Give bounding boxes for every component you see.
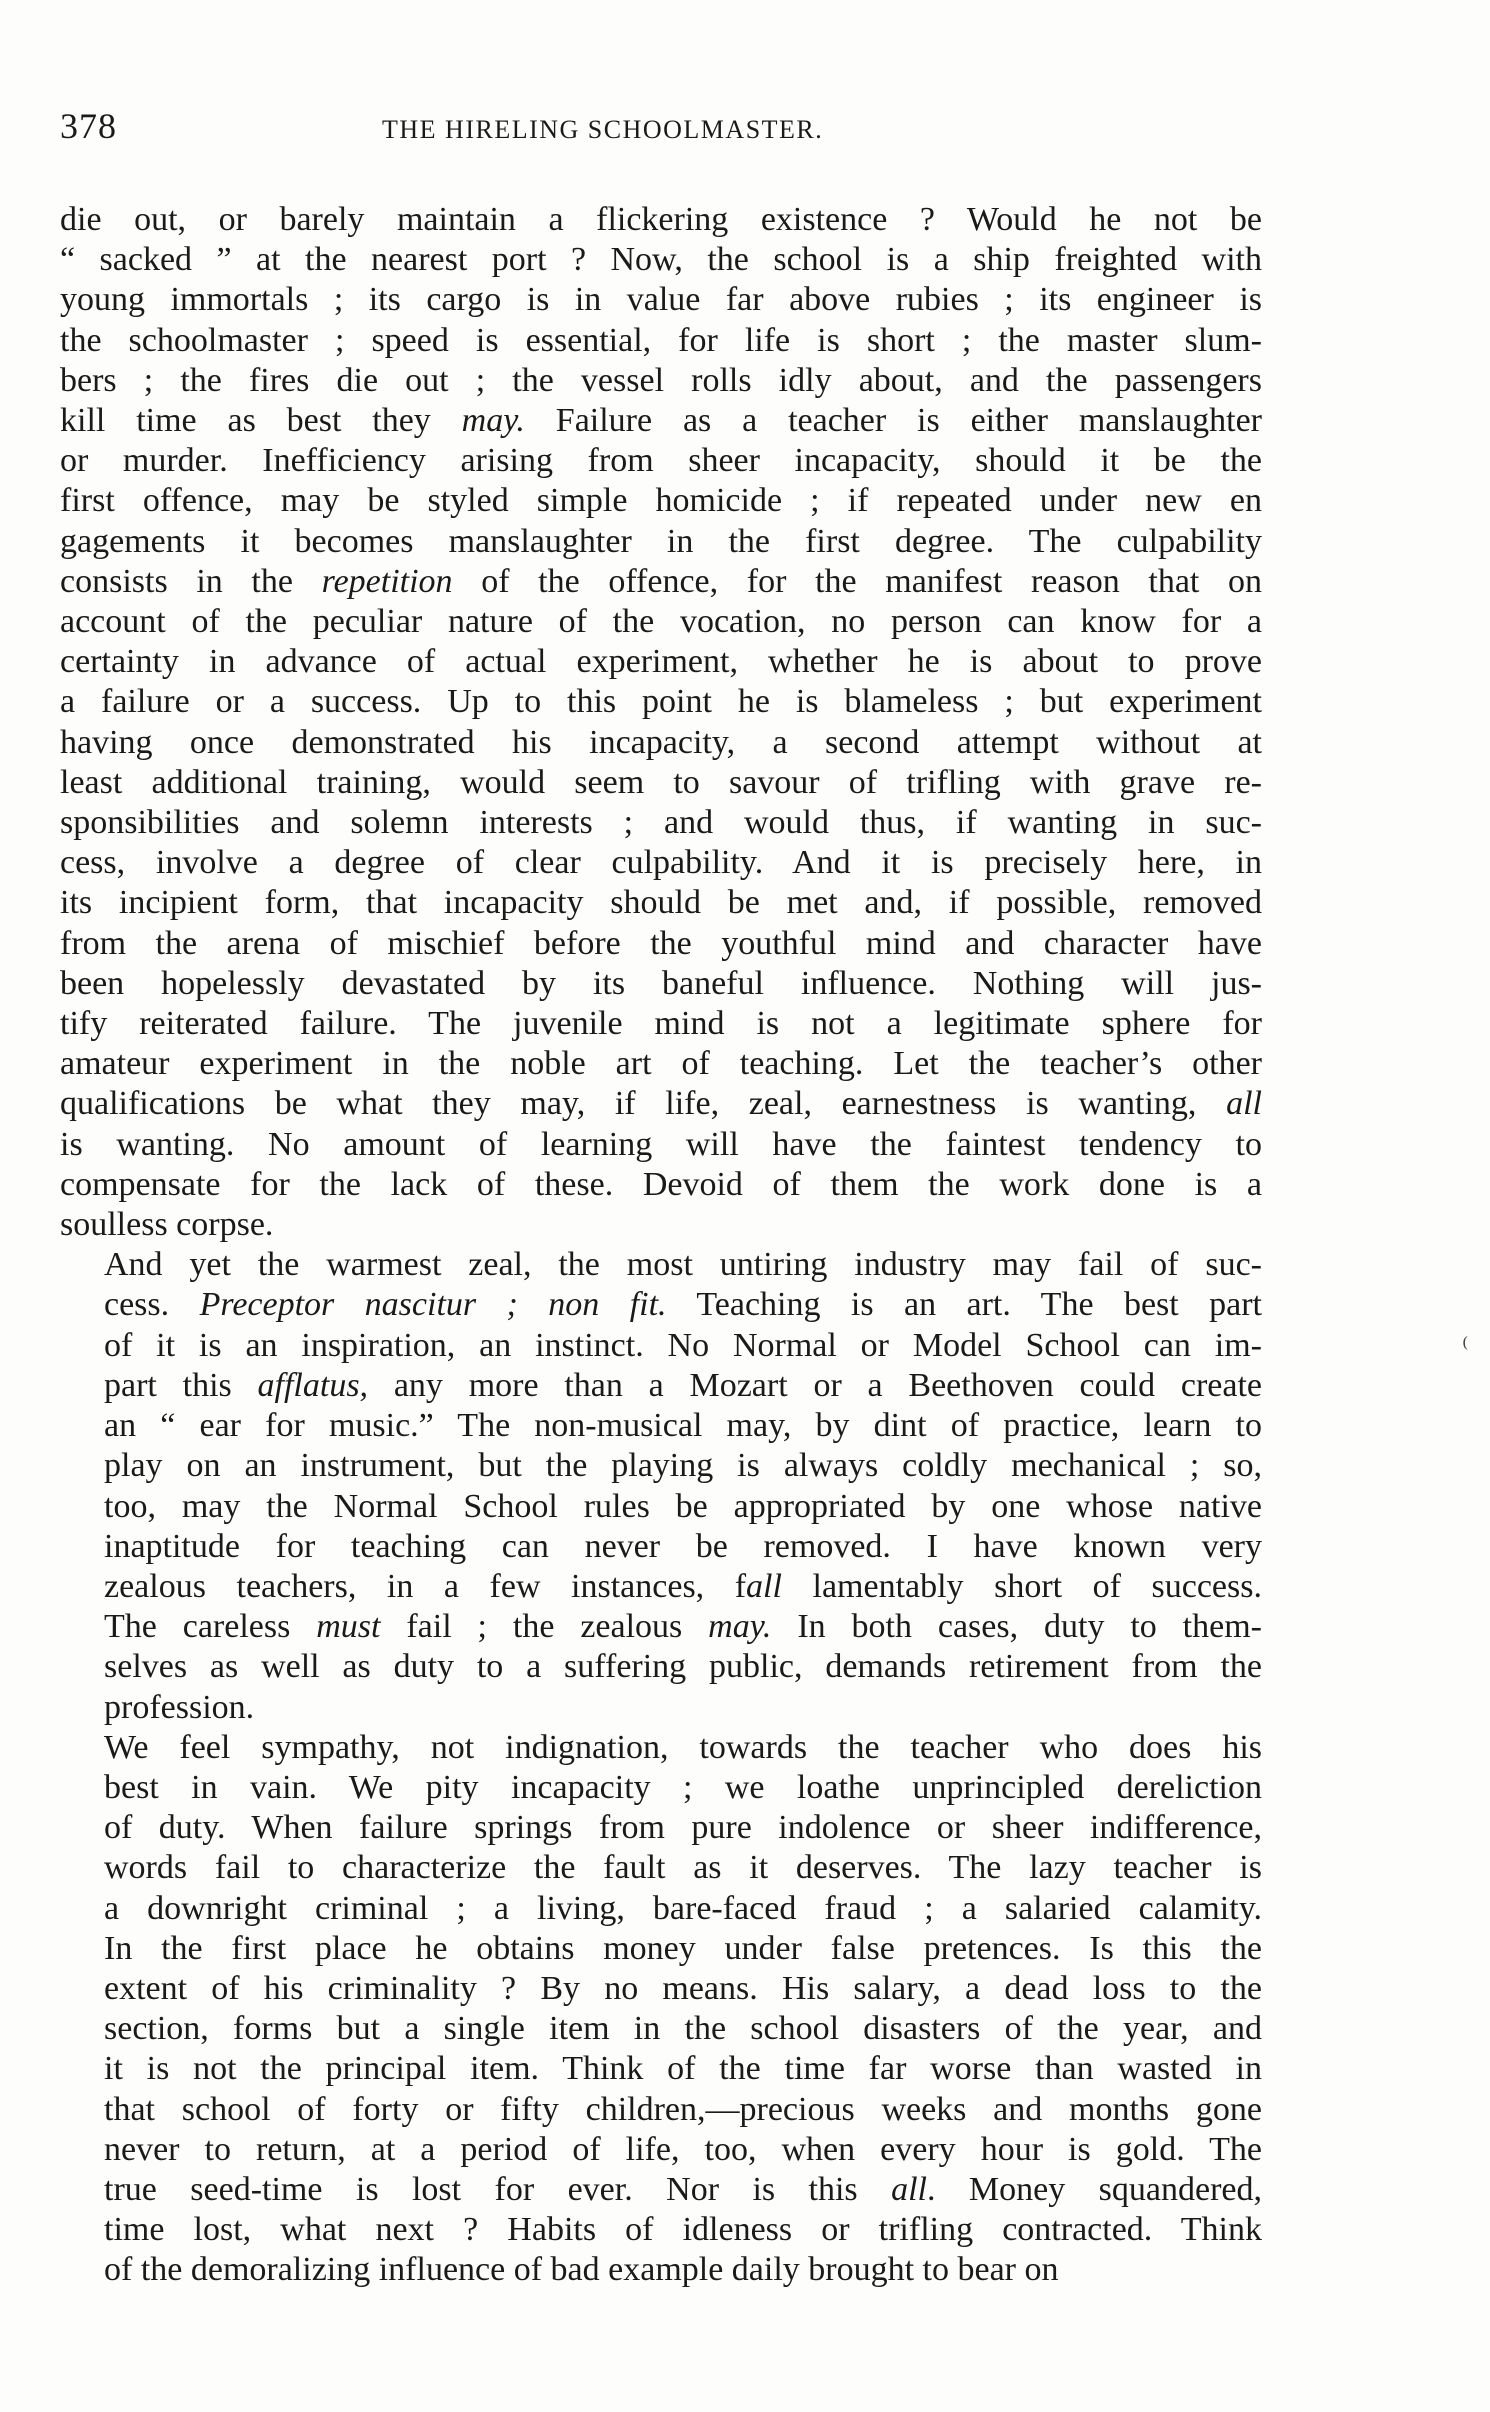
- text-line: words fail to characterize the fault as it deserves. The lazy teacher is: [104, 1849, 1262, 1887]
- text-line: of the demoralizing influence of bad example daily brought to bear on: [104, 2251, 1059, 2289]
- text-line: die out, or barely maintain a flickering existence ? Would he not be: [60, 201, 1262, 238]
- text-line: account of the peculiar nature of the vocation, no person can know for a: [60, 603, 1262, 641]
- text-line: been hopelessly devastated by its baneful influence. Nothing will jus-: [60, 964, 1262, 1002]
- text-line: section, forms but a single item in the school disasters of the year, and: [104, 2010, 1262, 2048]
- text-line: selves as well as duty to a suffering public, demands retirement from the: [104, 1648, 1262, 1686]
- paragraph: [60, 1728, 1262, 2291]
- text-line: cess, involve a degree of clear culpability. And it is precisely here, in: [60, 844, 1262, 882]
- text-line: its incipient form, that incapacity should be met and, if possible, removed: [60, 884, 1262, 922]
- text-line: gagements it becomes manslaughter in the first degree. The culpability: [60, 522, 1262, 560]
- text-line: tify reiterated failure. The juvenile mind is not a legitimate sphere for: [60, 1005, 1262, 1043]
- body-text: [60, 200, 1262, 2291]
- text-line: inaptitude for teaching can never be removed. I have known very: [104, 1527, 1262, 1565]
- text-line: true seed-time is lost for ever. Nor is this all. Money squandered,: [104, 2170, 1262, 2208]
- text-line: from the arena of mischief before the youthful mind and character have: [60, 924, 1262, 962]
- text-line: sponsibilities and solemn interests ; and would thus, if wanting in suc-: [60, 804, 1262, 842]
- text-line: bers ; the fires die out ; the vessel rolls idly about, and the passengers: [60, 361, 1262, 399]
- page-number: 378: [60, 106, 117, 146]
- paragraph: [60, 200, 1262, 1245]
- text-line: having once demonstrated his incapacity, a second attempt without at: [60, 723, 1262, 761]
- text-line: time lost, what next ? Habits of idleness or trifling contracted. Think: [104, 2211, 1262, 2249]
- text-line: part this afflatus, any more than a Mozart or a Beethoven could create: [104, 1366, 1262, 1404]
- text-line: that school of forty or fifty children,—precious weeks and months gone: [104, 2090, 1262, 2128]
- text-line: And yet the warmest zeal, the most untiring industry may fail of suc-: [104, 1246, 1262, 1284]
- text-line: of duty. When failure springs from pure indolence or sheer indifference,: [104, 1809, 1262, 1847]
- running-head: [60, 105, 1260, 155]
- text-line: never to return, at a period of life, too, when every hour is gold. The: [104, 2130, 1262, 2168]
- text-line: play on an instrument, but the playing is always coldly mechanical ; so,: [104, 1447, 1262, 1485]
- text-line: “ sacked ” at the nearest port ? Now, the school is a ship freighted with: [60, 241, 1262, 279]
- text-line: young immortals ; its cargo is in value far above rubies ; its engineer is: [60, 281, 1262, 319]
- text-line: it is not the principal item. Think of the time far worse than wasted in: [104, 2050, 1262, 2088]
- text-line: least additional training, would seem to savour of trifling with grave re-: [60, 763, 1262, 801]
- text-line: qualifications be what they may, if life, zeal, earnestness is wanting, all: [60, 1085, 1262, 1123]
- text-line: compensate for the lack of these. Devoid of them the work done is a: [60, 1165, 1262, 1203]
- text-line: amateur experiment in the noble art of teaching. Let the teacher’s other: [60, 1045, 1262, 1083]
- text-line: We feel sympathy, not indignation, towards the teacher who does his: [104, 1728, 1262, 1766]
- text-line: profession.: [104, 1688, 255, 1726]
- text-line: best in vain. We pity incapacity ; we loathe unprincipled dereliction: [104, 1768, 1262, 1806]
- text-line: cess. Preceptor nascitur ; non fit. Teaching is an art. The best part: [104, 1286, 1262, 1324]
- text-line: a downright criminal ; a living, bare-faced fraud ; a salaried calamity.: [104, 1889, 1262, 1927]
- paragraph: [60, 1245, 1262, 1727]
- text-line: The careless must fail ; the zealous may. In both cases, duty to them-: [104, 1608, 1262, 1646]
- text-line: zealous teachers, in a few instances, fall lamentably short of success.: [104, 1567, 1262, 1605]
- text-line: of it is an inspiration, an instinct. No Normal or Model School can im-: [104, 1326, 1262, 1364]
- text-line: is wanting. No amount of learning will have the faintest tendency to: [60, 1125, 1262, 1163]
- running-title: THE HIRELING SCHOOLMASTER.: [382, 115, 824, 144]
- text-line: extent of his criminality ? By no means. His salary, a dead loss to the: [104, 1969, 1262, 2007]
- text-line: kill time as best they may. Failure as a teacher is either manslaughter: [60, 402, 1262, 440]
- text-line: an “ ear for music.” The non-musical may, by dint of practice, learn to: [104, 1407, 1262, 1445]
- text-line: soulless corpse.: [60, 1206, 274, 1244]
- text-line: too, may the Normal School rules be appropriated by one whose native: [104, 1487, 1262, 1525]
- text-line: In the first place he obtains money under false pretences. Is this the: [104, 1929, 1262, 1967]
- text-line: the schoolmaster ; speed is essential, for life is short ; the master slum-: [60, 321, 1262, 359]
- text-line: or murder. Inefficiency arising from sheer incapacity, should it be the: [60, 442, 1262, 480]
- text-line: first offence, may be styled simple homicide ; if repeated under new en: [60, 482, 1262, 520]
- text-line: consists in the repetition of the offence, for the manifest reason that on: [60, 562, 1262, 600]
- margin-mark: ⁽: [1462, 1333, 1469, 1362]
- text-line: a failure or a success. Up to this point he is blameless ; but experiment: [60, 683, 1262, 721]
- text-line: certainty in advance of actual experiment, whether he is about to prove: [60, 643, 1262, 681]
